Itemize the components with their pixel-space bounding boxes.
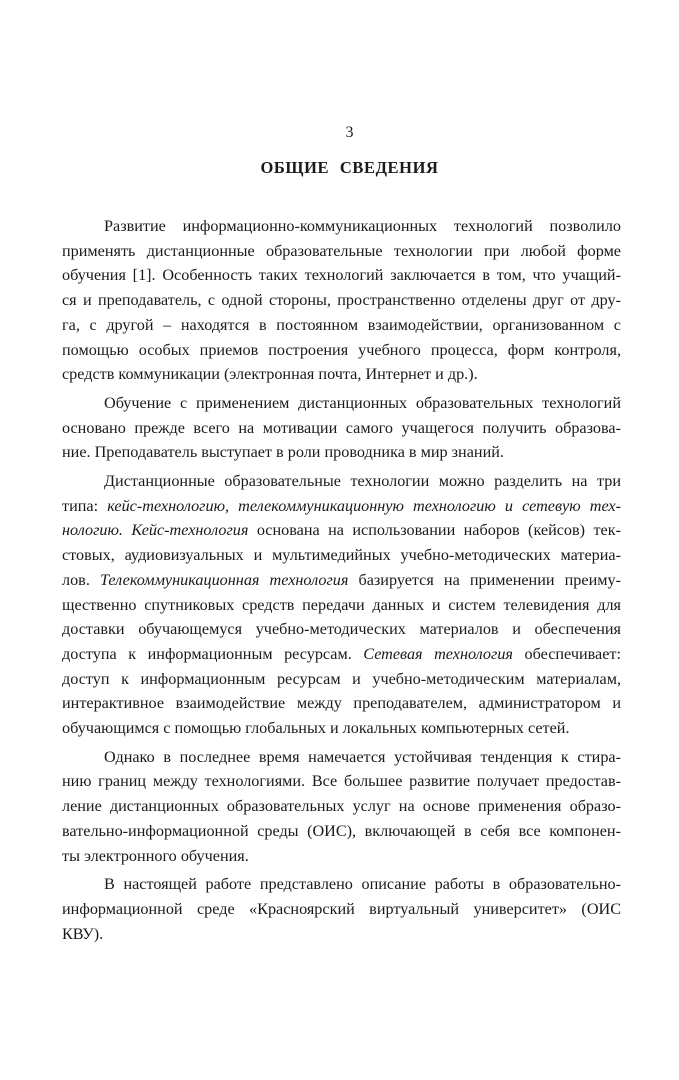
italic-term: Сетевая технология — [363, 644, 513, 663]
text-run: базируется на применении преиму- — [348, 570, 621, 589]
text-line: обучения [1]. Особенность таких технологий заключается в том, что учащий- — [62, 266, 621, 285]
paragraph-2 — [62, 391, 621, 465]
paragraph-3 — [62, 469, 621, 741]
text-line: помощью особых приемов построения учебного процесса, форм контроля, — [62, 340, 621, 359]
text-line: обучающимся с помощью глобальных и локальных компьютерных сетей. — [62, 719, 570, 738]
text-line: основано прежде всего на мотивации самого учащегося получить образова- — [62, 418, 621, 437]
text-run: лов. — [62, 570, 100, 589]
text-line: ление дистанционных образовательных услуг на основе применения образо- — [62, 797, 621, 816]
paragraph-4 — [62, 745, 621, 869]
text-line: доставки обучающемуся учебно-методических материалов и обеспечения — [62, 620, 621, 639]
text-line — [62, 494, 621, 519]
text-line: средств коммуникации (электронная почта, Интернет и др.). — [62, 365, 478, 384]
text-line — [62, 568, 621, 593]
text-line — [62, 642, 621, 667]
text-line: Дистанционные образовательные технологии можно разделить на три — [104, 472, 621, 491]
text-line: В настоящей работе представлено описание работы в образовательно- — [104, 875, 621, 894]
text-run: типа: — [62, 496, 108, 515]
text-line: доступ к информационным ресурсам и учебно-методическим материалам, — [62, 669, 621, 688]
text-line: вательно-информационной среды (ОИС), включающей в себя все компонен- — [62, 821, 621, 840]
text-line: интерактивное взаимодействие между преподавателем, администратором и — [62, 694, 621, 713]
text-line: ние. Преподаватель выступает в роли проводника в мир знаний. — [62, 443, 504, 462]
italic-term: Телекоммуникационная технология — [99, 570, 349, 589]
text-line — [62, 518, 621, 543]
text-line: нию границ между технологиями. Все большее развитие получает предостав- — [62, 772, 621, 791]
text-line: ся и преподаватель, с одной стороны, пространственно отделены друг от дру- — [62, 291, 621, 310]
text-run: основана на использовании наборов (кейсов) тек- — [248, 521, 621, 540]
italic-term: кейс-технологию, телекоммуникационную технологию и сетевую тех- — [107, 496, 621, 515]
paragraph-5 — [62, 872, 621, 946]
text-line: стовых, аудиовизуальных и мультимедийных учебно-методических материа- — [62, 546, 621, 565]
text-line: щественно спутниковых средств передачи данных и систем телевидения для — [62, 595, 621, 614]
text-line: информационной среде «Красноярский виртуальный университет» (ОИС — [62, 899, 621, 918]
text-line: Развитие информационно-коммуникационных технологий позволило — [104, 217, 621, 235]
body-text — [62, 214, 621, 950]
text-line: Обучение с применением дистанционных образовательных технологий — [104, 393, 621, 412]
text-run: доступа к информационным ресурсам. — [62, 644, 364, 663]
page-number: 3 — [345, 124, 354, 141]
text-line: Однако в последнее время намечается устойчивая тенденция к стира- — [104, 747, 621, 766]
text-run: обеспечивает: — [512, 644, 621, 663]
italic-term: нологию. Кейс-технология — [62, 521, 249, 540]
text-line: применять дистанционные образовательные технологии при любой форме — [62, 241, 621, 260]
text-line: ты электронного обучения. — [62, 846, 249, 865]
text-line: КВУ). — [62, 924, 104, 943]
paragraph-1 — [62, 214, 621, 387]
section-heading: ОБЩИЕ СВЕДЕНИЯ — [260, 158, 439, 177]
text-line: га, с другой – находятся в постоянном взаимодействии, организованном с — [62, 315, 621, 334]
